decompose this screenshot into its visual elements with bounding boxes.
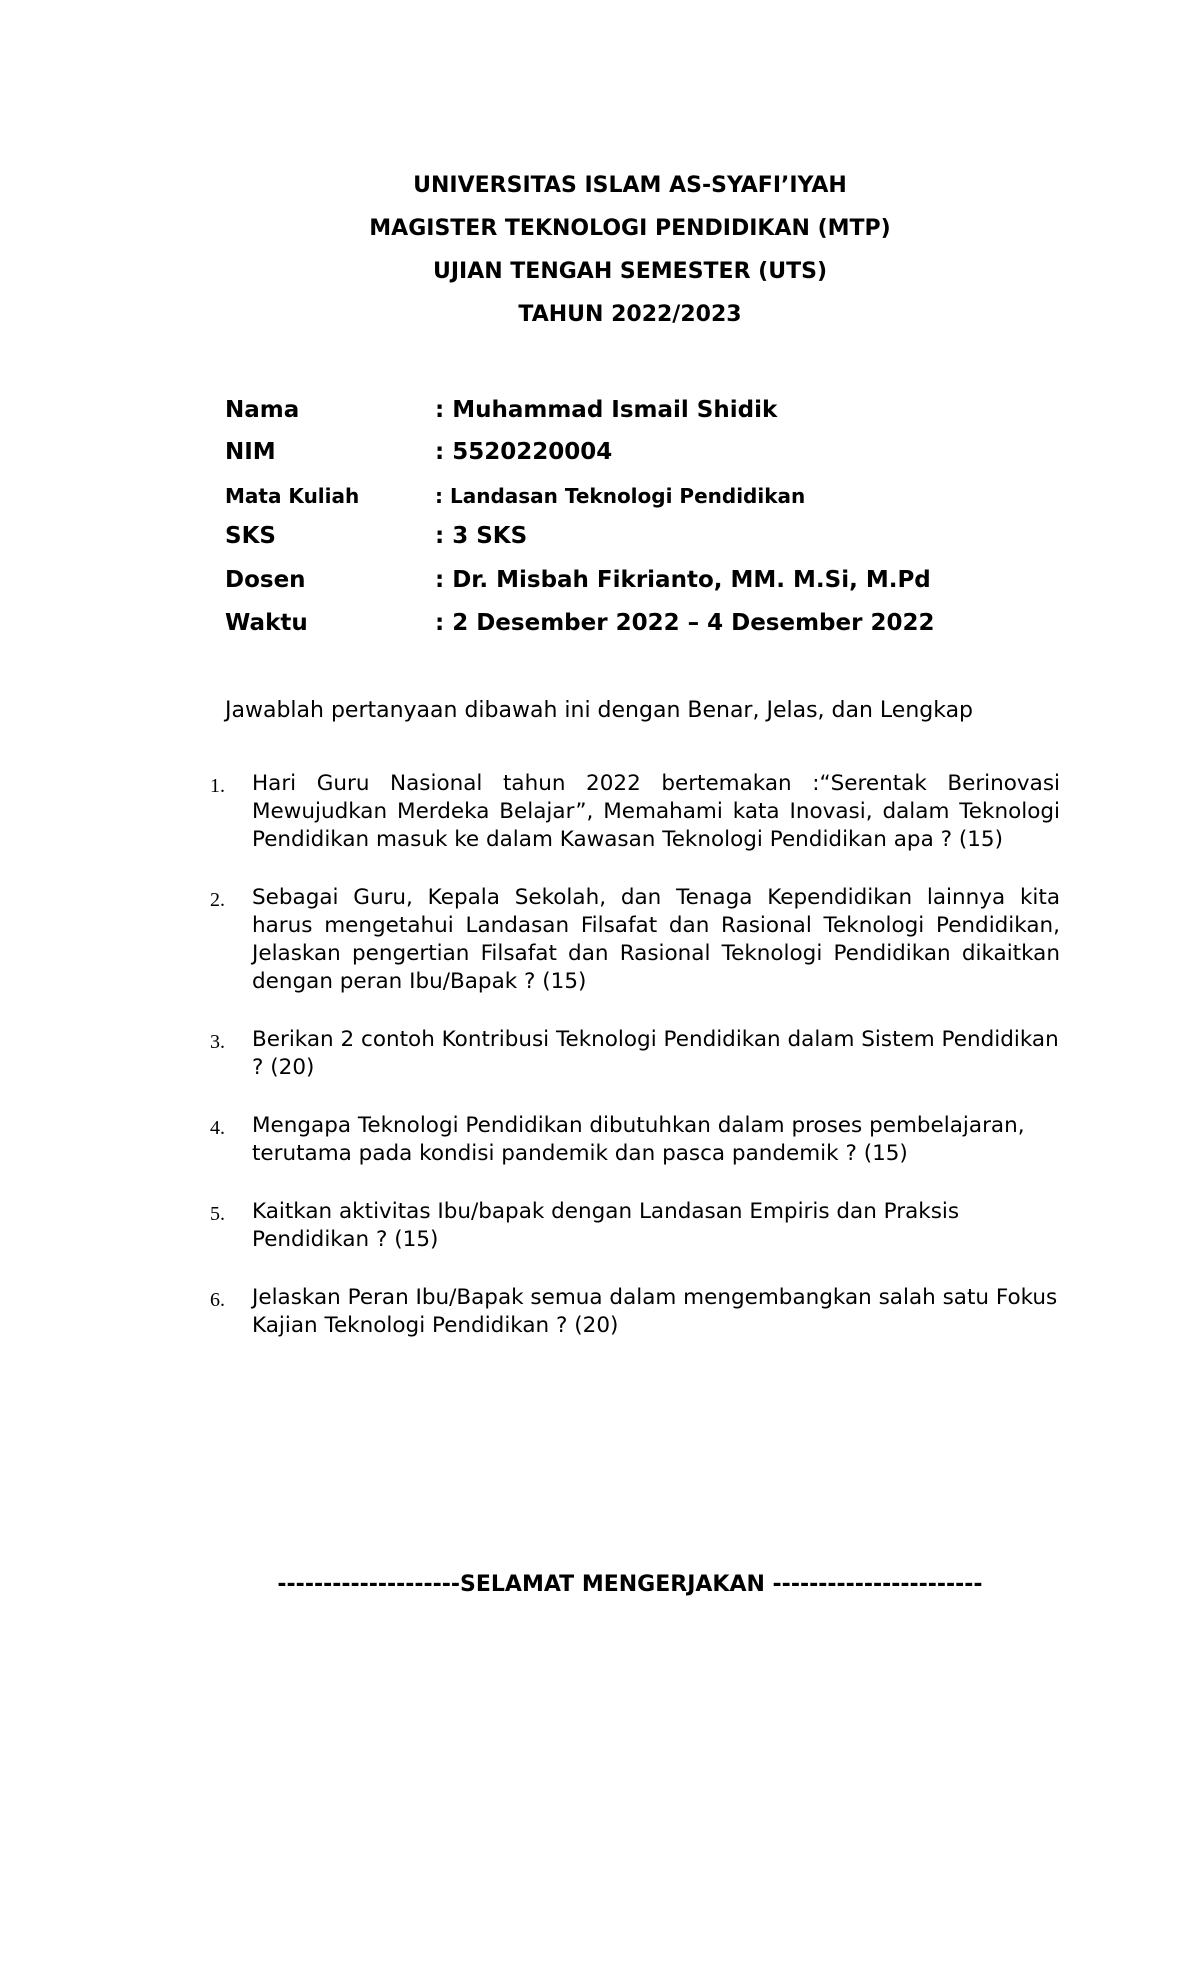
question-text: Hari Guru Nasional tahun 2022 bertemakan :“Serentak Berinovasi Mewujudkan Merdeka Belajar”, Memahami kata Inovasi, dalam Teknologi Pendidikan masuk ke dalam Kawasan Teknologi Pendidikan apa ? (15)	[252, 771, 1060, 852]
question-number: 6.	[210, 1289, 225, 1311]
question-item	[200, 1026, 1060, 1082]
question-item	[200, 1284, 1060, 1340]
info-label-waktu: Waktu	[225, 610, 308, 636]
question-text: Berikan 2 contoh Kontribusi Teknologi Pendidikan dalam Sistem Pendidikan ? (20)	[252, 1027, 1059, 1080]
question-list	[200, 770, 1060, 1370]
question-item	[200, 1198, 1060, 1254]
info-value-sks: : 3 SKS	[435, 523, 528, 549]
question-number: 1.	[210, 775, 225, 797]
question-item	[200, 1112, 1060, 1168]
info-value-mata-kuliah: : Landasan Teknologi Pendidikan	[435, 484, 806, 508]
question-number: 4.	[210, 1117, 225, 1139]
info-label-nama: Nama	[225, 397, 300, 423]
question-text: Jelaskan Peran Ibu/Bapak semua dalam mengembangkan salah satu Fokus Kajian Teknologi Pendidikan ? (20)	[252, 1285, 1058, 1338]
question-item	[200, 770, 1060, 854]
question-number: 2.	[210, 889, 225, 911]
info-label-mata-kuliah: Mata Kuliah	[225, 484, 360, 508]
info-value-dosen: : Dr. Misbah Fikrianto, MM. M.Si, M.Pd	[435, 567, 931, 593]
question-text: Kaitkan aktivitas Ibu/bapak dengan Landasan Empiris dan Praksis Pendidikan ? (15)	[252, 1199, 960, 1252]
closing-message: --------------------SELAMAT MENGERJAKAN -----------------------	[277, 1572, 983, 1597]
question-number: 3.	[210, 1031, 225, 1053]
info-label-dosen: Dosen	[225, 567, 306, 593]
info-value-nim: : 5520220004	[435, 439, 613, 465]
info-value-waktu: : 2 Desember 2022 – 4 Desember 2022	[435, 610, 935, 636]
university-name: UNIVERSITAS ISLAM AS-SYAFI’IYAH	[413, 173, 847, 198]
question-text: Sebagai Guru, Kepala Sekolah, dan Tenaga Kependidikan lainnya kita harus mengetahui Landasan Filsafat dan Rasional Teknologi Pendidikan, Jelaskan pengertian Filsafat dan Rasional Teknologi Pendidikan dikaitkan dengan peran Ibu/Bapak ? (15)	[252, 885, 1060, 994]
academic-year: TAHUN 2022/2023	[518, 302, 742, 327]
info-label-nim: NIM	[225, 439, 276, 465]
exam-title: UJIAN TENGAH SEMESTER (UTS)	[432, 259, 828, 284]
instruction-text: Jawablah pertanyaan dibawah ini dengan Benar, Jelas, dan Lengkap	[225, 698, 974, 723]
program-name: MAGISTER TEKNOLOGI PENDIDIKAN (MTP)	[369, 216, 891, 241]
question-item	[200, 884, 1060, 996]
document-header	[0, 164, 1200, 336]
info-label-sks: SKS	[225, 523, 276, 549]
question-number: 5.	[210, 1203, 225, 1225]
question-text: Mengapa Teknologi Pendidikan dibutuhkan dalam proses pembelajaran, terutama pada kondisi pandemik dan pasca pandemik ? (15)	[252, 1113, 1025, 1166]
info-value-nama: : Muhammad Ismail Shidik	[435, 397, 778, 423]
